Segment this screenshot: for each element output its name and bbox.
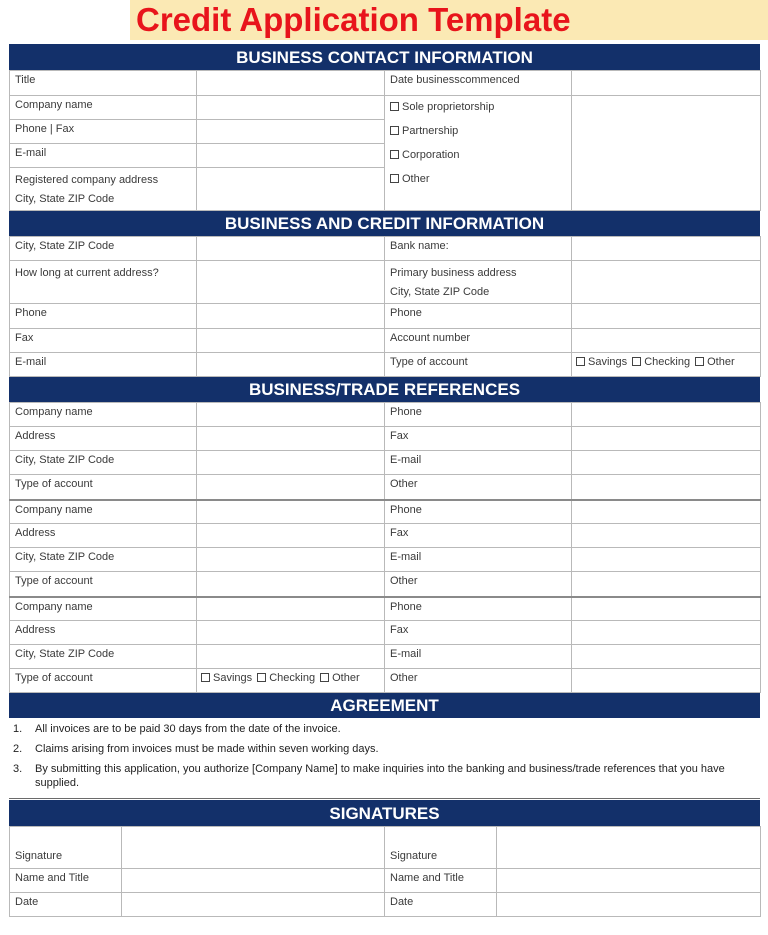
ref-field[interactable] <box>197 451 385 475</box>
credit-email-field[interactable] <box>197 353 385 377</box>
ref-label: E-mail <box>385 548 572 572</box>
ref-field[interactable] <box>197 524 385 548</box>
checkbox-icon[interactable] <box>390 102 399 111</box>
checkbox-icon[interactable] <box>257 673 266 682</box>
city-zip-label: City, State ZIP Code <box>10 237 197 261</box>
ref-field[interactable] <box>572 427 761 451</box>
ref-label: Type of account <box>10 669 197 693</box>
signature-field[interactable] <box>122 827 385 869</box>
ref-label: Other <box>385 475 572 500</box>
email-label: E-mail <box>10 144 197 168</box>
credit-section-header: BUSINESS AND CREDIT INFORMATION <box>9 211 760 236</box>
ref-field[interactable] <box>197 621 385 645</box>
date-commenced-label: Date businesscommenced <box>385 71 572 96</box>
option-other[interactable]: Other <box>318 672 360 684</box>
date-label: Date <box>385 893 497 917</box>
checkbox-icon[interactable] <box>695 357 704 366</box>
name-title-field[interactable] <box>497 869 761 893</box>
title-label: Title <box>10 71 197 96</box>
ref-field[interactable] <box>572 475 761 500</box>
date-field[interactable] <box>122 893 385 917</box>
ref-label: Phone <box>385 597 572 621</box>
registered-address-label: Registered company address City, State ZIP Code <box>10 168 197 211</box>
option-savings[interactable]: Savings <box>201 672 252 684</box>
ref-account-type-options <box>197 669 385 693</box>
ref-field[interactable] <box>572 451 761 475</box>
option-other[interactable]: Other <box>693 356 735 368</box>
type-of-account-label: Type of account <box>385 353 572 377</box>
ref-label: Other <box>385 669 572 693</box>
phone-fax-label: Phone | Fax <box>10 120 197 144</box>
contact-section-header: BUSINESS CONTACT INFORMATION <box>9 44 760 70</box>
ref-field[interactable] <box>197 500 385 524</box>
how-long-field[interactable] <box>197 261 385 304</box>
ref-label: Type of account <box>10 572 197 597</box>
option-sole-proprietorship[interactable]: Sole proprietorship <box>390 98 566 122</box>
fax-field[interactable] <box>197 329 385 353</box>
ref-label: City, State ZIP Code <box>10 645 197 669</box>
agreement-item: 2. Claims arising from invoices must be made within seven working days. <box>13 743 379 755</box>
ref-field[interactable] <box>197 403 385 427</box>
name-title-label: Name and Title <box>385 869 497 893</box>
signature-field[interactable] <box>497 827 761 869</box>
agreement-list <box>9 718 760 798</box>
ref-label: E-mail <box>385 645 572 669</box>
checkbox-icon[interactable] <box>320 673 329 682</box>
bank-phone-field[interactable] <box>572 304 761 329</box>
primary-address-label: Primary business address City, State ZIP Code <box>385 261 572 304</box>
checkbox-icon[interactable] <box>390 174 399 183</box>
ref-field[interactable] <box>572 524 761 548</box>
divider <box>9 798 760 799</box>
primary-address-field[interactable] <box>572 261 761 304</box>
account-number-label: Account number <box>385 329 572 353</box>
ref-label: Company name <box>10 500 197 524</box>
ref-field[interactable] <box>572 597 761 621</box>
registered-address-field[interactable] <box>197 168 385 211</box>
ref-label: Address <box>10 524 197 548</box>
signatures-section-header: SIGNATURES <box>9 800 760 826</box>
credit-table <box>9 236 761 377</box>
signature-label: Signature <box>10 827 122 869</box>
checkbox-icon[interactable] <box>632 357 641 366</box>
option-savings[interactable]: Savings <box>576 356 627 368</box>
ref-label: Phone <box>385 500 572 524</box>
ref-field[interactable] <box>572 621 761 645</box>
ref-label: Phone <box>385 403 572 427</box>
ref-field[interactable] <box>197 427 385 451</box>
title-field[interactable] <box>197 71 385 96</box>
agreement-section-header: AGREEMENT <box>9 693 760 718</box>
page-title: Credit Application Template <box>136 1 571 38</box>
ref-label: Fax <box>385 621 572 645</box>
company-name-label: Company name <box>10 96 197 120</box>
bank-name-label: Bank name: <box>385 237 572 261</box>
name-title-field[interactable] <box>122 869 385 893</box>
fax-label: Fax <box>10 329 197 353</box>
ref-field[interactable] <box>572 500 761 524</box>
bank-name-field[interactable] <box>572 237 761 261</box>
ref-field[interactable] <box>197 548 385 572</box>
checkbox-icon[interactable] <box>201 673 210 682</box>
ref-field[interactable] <box>572 645 761 669</box>
name-title-label: Name and Title <box>10 869 122 893</box>
ref-label: Other <box>385 572 572 597</box>
checkbox-icon[interactable] <box>390 150 399 159</box>
company-name-field[interactable] <box>197 96 385 120</box>
references-section-header: BUSINESS/TRADE REFERENCES <box>9 377 760 402</box>
ref-label: Fax <box>385 427 572 451</box>
option-corporation[interactable]: Corporation <box>390 146 566 170</box>
ref-label: Type of account <box>10 475 197 500</box>
ref-field[interactable] <box>572 403 761 427</box>
signature-label: Signature <box>385 827 497 869</box>
city-zip-field[interactable] <box>197 237 385 261</box>
ref-field[interactable] <box>197 475 385 500</box>
ref-label: City, State ZIP Code <box>10 451 197 475</box>
checkbox-icon[interactable] <box>390 126 399 135</box>
option-other[interactable]: Other <box>390 170 566 194</box>
ref-field[interactable] <box>572 548 761 572</box>
account-type-options <box>572 353 761 377</box>
ref-label: City, State ZIP Code <box>10 548 197 572</box>
credit-email-label: E-mail <box>10 353 197 377</box>
ref-label: Address <box>10 427 197 451</box>
date-field[interactable] <box>497 893 761 917</box>
phone-field[interactable] <box>197 304 385 329</box>
ref-label: Company name <box>10 597 197 621</box>
how-long-label: How long at current address? <box>10 261 197 304</box>
ref-label: Fax <box>385 524 572 548</box>
date-label: Date <box>10 893 122 917</box>
agreement-item: 1. All invoices are to be paid 30 days from the date of the invoice. <box>13 723 341 735</box>
agreement-item: 3. By submitting this application, you authorize [Company Name] to make inquiries into the banking and business/trade references that you have supplied. <box>13 763 725 789</box>
ref-field[interactable] <box>197 572 385 597</box>
ref-field[interactable] <box>197 645 385 669</box>
business-type-options <box>385 96 572 211</box>
ref-field[interactable] <box>197 597 385 621</box>
signatures-table <box>9 826 761 917</box>
ref-label: Address <box>10 621 197 645</box>
phone-fax-field[interactable] <box>197 120 385 144</box>
references-table <box>9 402 761 693</box>
business-type-field[interactable] <box>572 96 761 211</box>
ref-field[interactable] <box>572 669 761 693</box>
ref-label: Company name <box>10 403 197 427</box>
ref-label: E-mail <box>385 451 572 475</box>
option-partnership[interactable]: Partnership <box>390 122 566 146</box>
bank-phone-label: Phone <box>385 304 572 329</box>
credit-form <box>9 44 760 917</box>
phone-label: Phone <box>10 304 197 329</box>
account-number-field[interactable] <box>572 329 761 353</box>
email-field[interactable] <box>197 144 385 168</box>
checkbox-icon[interactable] <box>576 357 585 366</box>
option-checking[interactable]: Checking <box>255 672 315 684</box>
option-checking[interactable]: Checking <box>630 356 690 368</box>
date-commenced-field[interactable] <box>572 71 761 96</box>
contact-table <box>9 70 761 211</box>
ref-field[interactable] <box>572 572 761 597</box>
